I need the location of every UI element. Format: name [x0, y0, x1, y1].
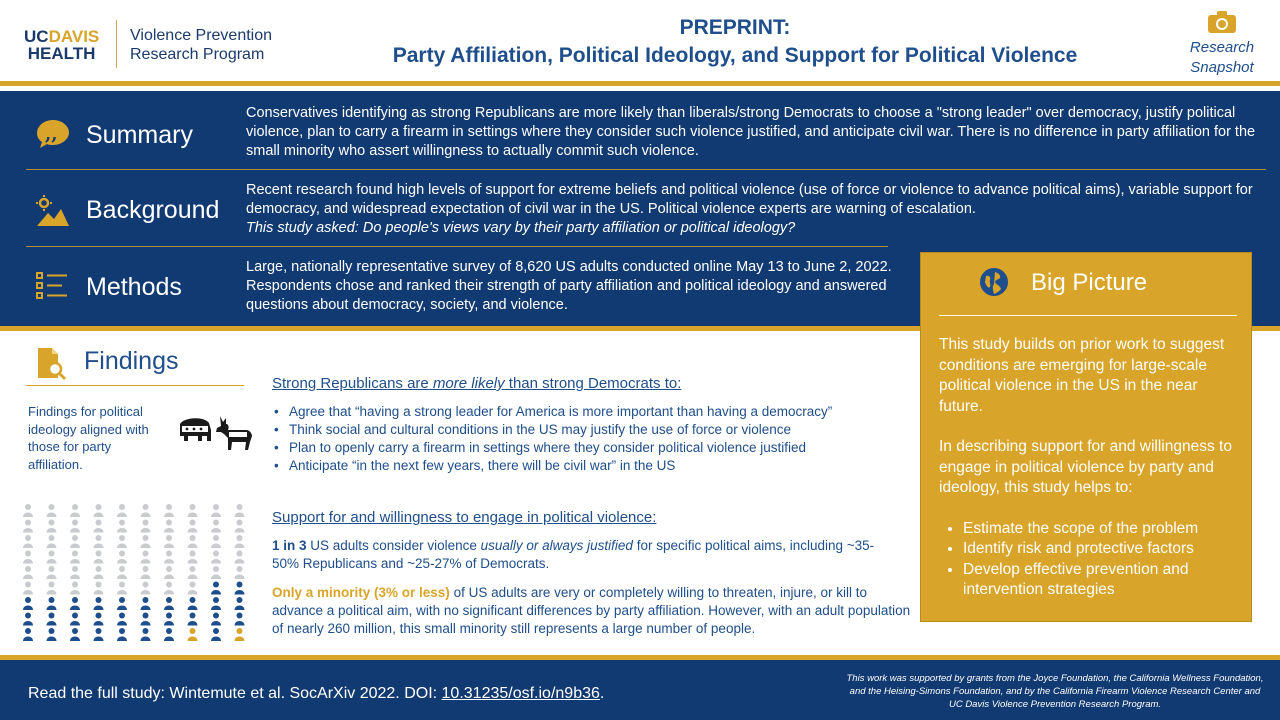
- person-icon: [23, 628, 33, 641]
- person-icon: [70, 551, 80, 564]
- person-icon: [164, 551, 174, 564]
- program-name: Violence Prevention Research Program: [130, 27, 273, 63]
- person-icon: [117, 613, 127, 626]
- svg-text:,,: ,,: [45, 124, 58, 145]
- person-icon: [235, 504, 245, 517]
- person-icon: [211, 551, 221, 564]
- globe-icon: [979, 267, 1009, 297]
- person-icon: [211, 566, 221, 579]
- person-icon: [188, 566, 198, 579]
- person-icon: [188, 597, 198, 610]
- person-icon: [23, 582, 33, 595]
- person-icon: [117, 520, 127, 533]
- party-mascots-icon: [176, 414, 254, 452]
- person-icon: [23, 535, 33, 548]
- person-icon: [23, 504, 33, 517]
- person-icon: [94, 535, 104, 548]
- person-icon: [211, 520, 221, 533]
- person-icon: [117, 566, 127, 579]
- person-icon: [188, 535, 198, 548]
- big-picture-list: [963, 519, 1244, 601]
- methods-label: Methods: [86, 273, 182, 301]
- list-item: • Anticipate “in the next few years, there will be civil war” in the US: [274, 457, 914, 475]
- footer: [0, 655, 1280, 720]
- list-item: • Think social and cultural conditions in the US may justify the use of force or violence: [274, 421, 914, 439]
- person-icon: [117, 597, 127, 610]
- person-icon: [164, 613, 174, 626]
- person-icon: [94, 582, 104, 595]
- person-icon: [117, 628, 127, 641]
- person-icon: [23, 597, 33, 610]
- person-icon: [70, 504, 80, 517]
- divider: [939, 315, 1237, 316]
- person-icon: [70, 613, 80, 626]
- study-question: This study asked: Do people's views vary by their party affiliation or political ideology?: [246, 220, 796, 236]
- list-item: • Develop effective prevention and intervention strategies: [963, 560, 1244, 601]
- landscape-icon: [36, 195, 70, 227]
- divider: [26, 246, 888, 247]
- person-icon: [70, 597, 80, 610]
- person-icon: [117, 551, 127, 564]
- findings-heading-more-likely: Strong Republicans are more likely than strong Democrats to:: [272, 375, 682, 392]
- person-icon: [94, 566, 104, 579]
- person-icon: [235, 582, 245, 595]
- person-icon: [164, 520, 174, 533]
- header: [0, 0, 1280, 86]
- person-icon: [117, 582, 127, 595]
- person-icon: [188, 504, 198, 517]
- person-icon: [70, 628, 80, 641]
- doi-link[interactable]: 10.31235/osf.io/n9b36: [441, 685, 600, 702]
- person-icon: [47, 520, 57, 533]
- list-item: • Estimate the scope of the problem: [963, 519, 1244, 540]
- person-icon: [164, 504, 174, 517]
- person-icon: [235, 520, 245, 533]
- person-icon: [47, 566, 57, 579]
- person-icon: [141, 597, 151, 610]
- person-icon: [164, 566, 174, 579]
- person-icon: [70, 535, 80, 548]
- person-icon: [141, 628, 151, 641]
- person-icon: [164, 535, 174, 548]
- person-icon: [235, 613, 245, 626]
- divider: [26, 385, 244, 386]
- person-icon: [47, 551, 57, 564]
- stat-one-in-three: 1 in 3 US adults consider violence usually or always justified for specific political aims, including ~35-50% Republicans and ~25-27% of Democrats.: [272, 538, 875, 571]
- elephant-icon: [180, 418, 211, 441]
- person-icon: [188, 582, 198, 595]
- person-icon: [188, 551, 198, 564]
- person-icon: [141, 520, 151, 533]
- quote-icon: [36, 119, 70, 149]
- person-icon: [47, 535, 57, 548]
- person-icon: [235, 566, 245, 579]
- findings-note: Findings for political ideology aligned with those for party affiliation.: [28, 404, 149, 472]
- person-icon: [47, 582, 57, 595]
- document-search-icon: [36, 347, 68, 381]
- person-icon: [188, 628, 198, 641]
- person-icon: [94, 551, 104, 564]
- person-icon: [47, 628, 57, 641]
- findings-list: [274, 403, 914, 475]
- list-icon: [36, 271, 68, 301]
- list-item: • Identify risk and protective factors: [963, 539, 1244, 560]
- person-icon: [141, 535, 151, 548]
- person-icon: [94, 628, 104, 641]
- big-picture-panel: [920, 252, 1252, 622]
- person-icon: [211, 597, 221, 610]
- person-icon: [164, 628, 174, 641]
- list-item: • Plan to openly carry a firearm in settings where they consider political violence justified: [274, 439, 914, 457]
- list-item: • Agree that “having a strong leader for America is more important than having a democracy”: [274, 403, 914, 421]
- person-icon: [117, 535, 127, 548]
- person-icon: [235, 535, 245, 548]
- big-picture-body: This study builds on prior work to suggest conditions are emerging for large-scale political violence in the US in the near future. In describing support for and willingness to engage in political violence by party and ideology, this study helps to: • Estimate the scope of the problem • Identify risk and protective factors • Develop effective prevention and intervention strategies: [939, 335, 1244, 601]
- divider: [26, 169, 1266, 170]
- summary-text: Conservatives identifying as strong Republicans are more likely than liberals/strong Democrats to choose a "strong leader" over democracy, justify political violence, plan to carry a firearm in settings where they consider such violence justified, and anticipate civil war. There is no difference in party affiliation for the small minority who assert willingness to actually commit such violence.: [246, 105, 1256, 159]
- person-icon: [164, 597, 174, 610]
- funding-note: This work was supported by grants from the Joyce Foundation, the California Wellness Foundation, and the Heising-Simons Foundation, and by the California Firearm Violence Research Center and UC Davis Violence Prevention Research Program.: [846, 673, 1264, 710]
- logo-divider: [116, 20, 117, 68]
- person-icon: [47, 613, 57, 626]
- page-title: PREPRINT: Party Affiliation, Political Ideology, and Support for Political Violence: [392, 16, 1078, 67]
- person-icon: [94, 597, 104, 610]
- person-icon: [211, 613, 221, 626]
- uc-davis-health-logo[interactable]: UCDAVIS HEALTH: [24, 27, 100, 63]
- methods-text: Large, nationally representative survey of 8,620 US adults conducted online May 13 to June 2, 2022. Respondents chose and ranked their strength of party affiliation and political ideology and answered questions about democracy, society, and violence.: [246, 259, 892, 313]
- person-icon: [188, 613, 198, 626]
- full-study-citation: Read the full study: Wintemute et al. SocArXiv 2022. DOI: 10.31235/osf.io/n9b36.: [28, 685, 605, 702]
- person-icon: [141, 504, 151, 517]
- person-icon: [47, 597, 57, 610]
- research-snapshot-badge: Research Snapshot: [1182, 10, 1262, 78]
- findings-title: Findings: [84, 347, 179, 375]
- background-text: Recent research found high levels of support for extreme beliefs and political violence (use of force or violence to advance political aims), variable support for democracy, and widespread expectation of civil war in the US. Political violence experts are warning of escalation. This study asked: Do people's views vary by their party affiliation or political ideology?: [246, 182, 1253, 236]
- person-icon: [70, 566, 80, 579]
- stat-minority: Only a minority (3% or less) of US adults are very or completely willing to threaten, injure, or kill to advance a political aim, with no significant differences by party affiliation. However, with an adult population of nearly 260 million, this small minority still represents a large number of people.: [272, 585, 911, 636]
- person-icon: [23, 613, 33, 626]
- person-icon: [188, 520, 198, 533]
- person-icon: [141, 551, 151, 564]
- person-icon: [211, 628, 221, 641]
- person-icon: [23, 551, 33, 564]
- donkey-icon: [216, 416, 252, 450]
- person-icon: [211, 582, 221, 595]
- person-icon: [164, 582, 174, 595]
- person-icon: [211, 535, 221, 548]
- person-icon: [235, 628, 245, 641]
- person-icon: [47, 504, 57, 517]
- person-icon: [23, 566, 33, 579]
- person-icon: [70, 520, 80, 533]
- person-icon: [70, 582, 80, 595]
- person-icon: [211, 504, 221, 517]
- person-icon: [94, 504, 104, 517]
- person-icon: [141, 582, 151, 595]
- summary-label: Summary: [86, 121, 193, 149]
- person-icon: [94, 613, 104, 626]
- big-picture-title: Big Picture: [1031, 269, 1148, 296]
- findings-heading-support: Support for and willingness to engage in political violence:: [272, 509, 657, 526]
- person-icon: [141, 566, 151, 579]
- person-icon: [141, 613, 151, 626]
- people-pictogram: [18, 500, 254, 645]
- person-icon: [23, 520, 33, 533]
- background-label: Background: [86, 196, 220, 224]
- person-icon: [235, 597, 245, 610]
- person-icon: [235, 551, 245, 564]
- camera-icon: [1207, 10, 1237, 34]
- person-icon: [117, 504, 127, 517]
- person-icon: [94, 520, 104, 533]
